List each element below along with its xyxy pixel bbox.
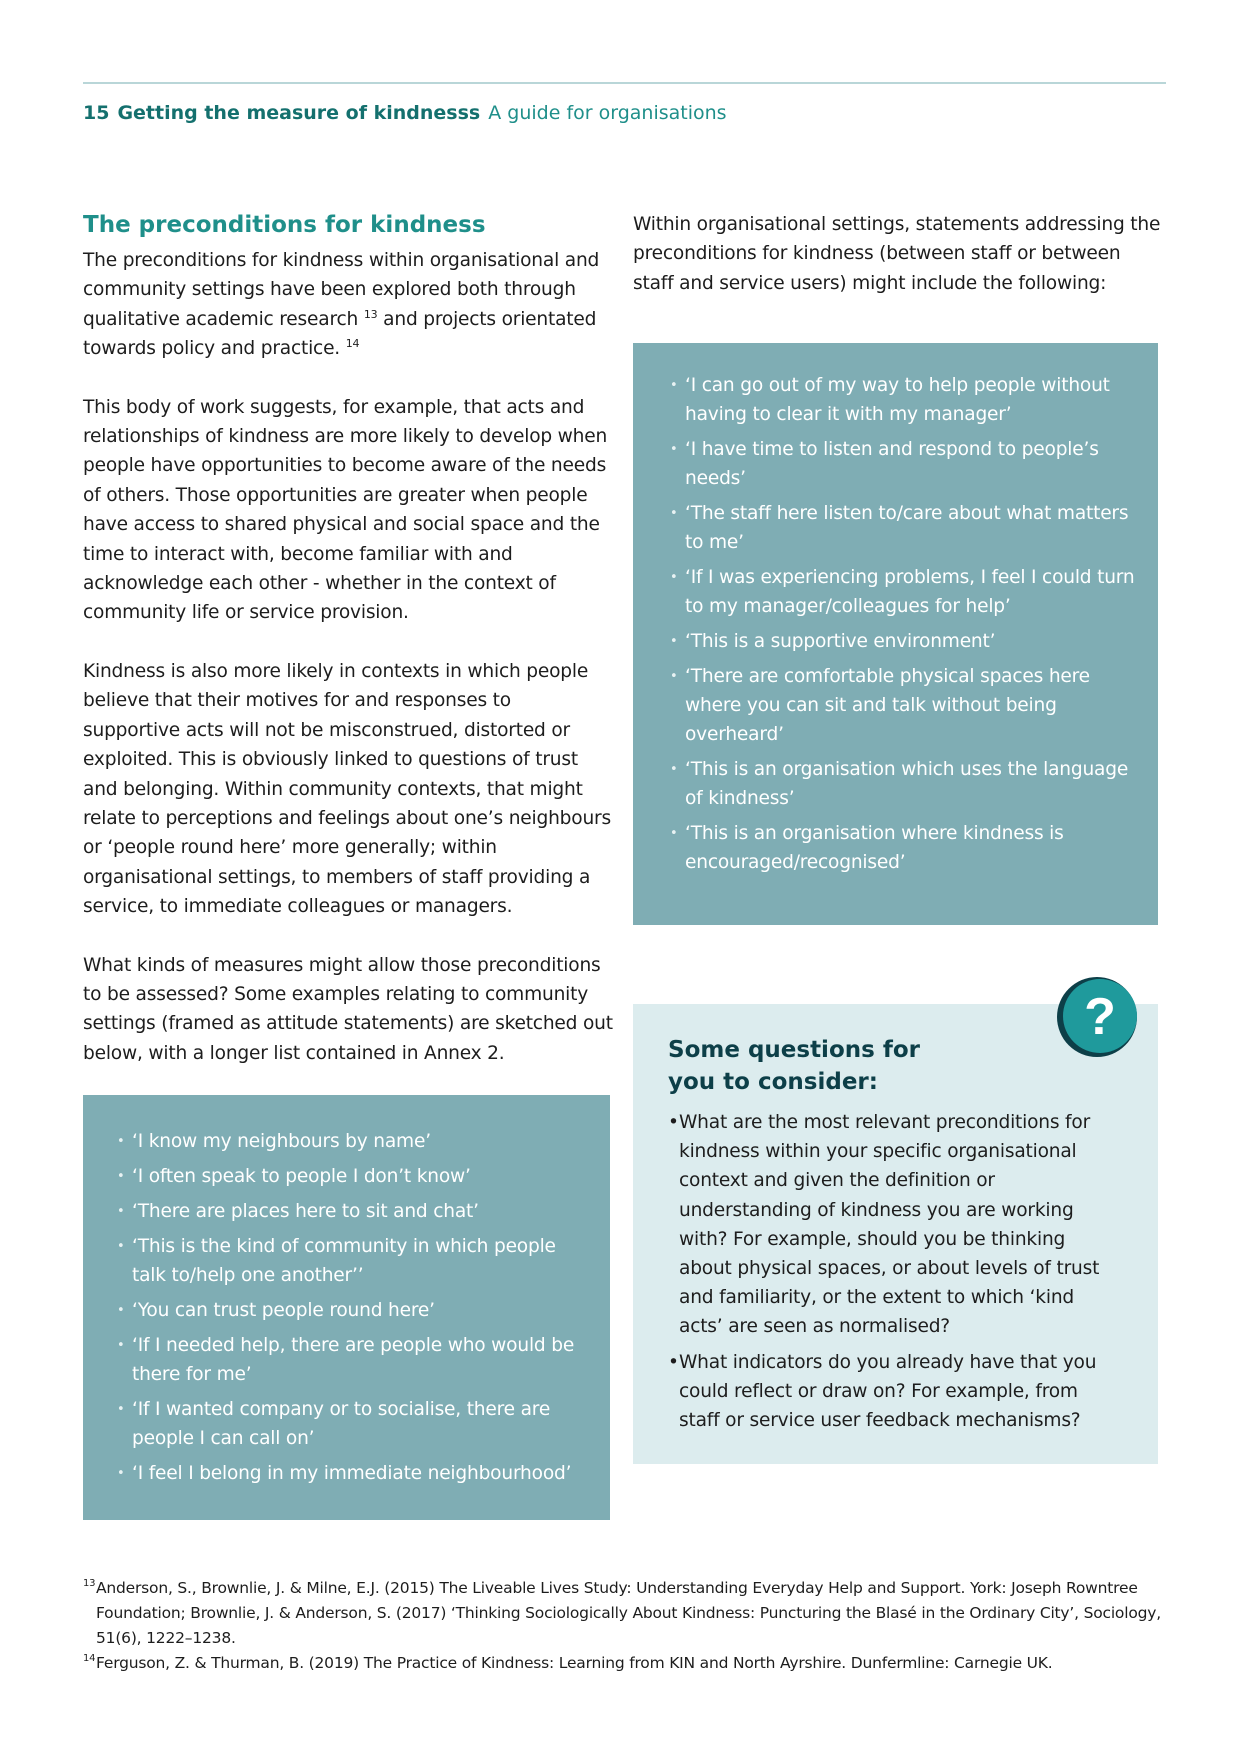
questions-heading: Some questions for you to consider: bbox=[668, 1037, 920, 1095]
questions-box bbox=[633, 1004, 1158, 1464]
organisational-statements-list bbox=[670, 371, 1138, 877]
list-item: • ‘If I was experiencing problems, I feel I could turn to my manager/colleagues for help’ bbox=[670, 563, 1138, 621]
paragraph-body-3: What kinds of measures might allow those preconditions to be assessed? Some examples relating to community settings (framed as attitude statements) are sketched out below, with a longer list contained in Annex 2. bbox=[83, 954, 613, 1064]
list-item: • ‘This is a supportive environment’ bbox=[670, 627, 1138, 656]
section-heading: The preconditions for kindness bbox=[83, 212, 486, 238]
paragraph-intro bbox=[83, 246, 613, 364]
page-header bbox=[83, 102, 727, 124]
page-number: 15 bbox=[83, 102, 110, 124]
organisational-statements-box bbox=[633, 343, 1158, 925]
list-item: • ‘I often speak to people I don’t know’ bbox=[117, 1162, 590, 1191]
list-item: • ‘There are comfortable physical spaces here where you can sit and talk without being overheard’ bbox=[670, 662, 1138, 749]
document-title: Getting the measure of kindnesss bbox=[117, 102, 481, 124]
community-statements-list bbox=[117, 1127, 590, 1488]
list-item: • What are the most relevant preconditions for kindness within your specific organisational context and given the definition or understanding of kindness you are working with? For example, should you be thinking about physical spaces, or about levels of trust and familiarity, or the extent to which ‘kind acts’ are seen as normalised? bbox=[668, 1108, 1122, 1342]
list-item: • ‘This is an organisation where kindness is encouraged/recognised’ bbox=[670, 819, 1138, 877]
list-item: • ‘If I needed help, there are people who would be there for me’ bbox=[117, 1331, 590, 1389]
right-column-intro: Within organisational settings, statements addressing the preconditions for kindness (between staff or between staff and service users) might include the following: bbox=[633, 214, 1161, 294]
footnote-text: Ferguson, Z. & Thurman, B. (2019) The Practice of Kindness: Learning from KIN and North Ayrshire. Dunfermline: Carnegie UK. bbox=[96, 1654, 1053, 1672]
question-mark-icon bbox=[1051, 973, 1139, 1061]
list-item: • ‘The staff here listen to/care about what matters to me’ bbox=[670, 499, 1138, 557]
footnote-text: Anderson, S., Brownlie, J. & Milne, E.J. (2015) The Liveable Lives Study: Understanding Everyday Help and Support. York: Joseph Rowntree Foundation; Brownlie, J. & Anderson, S. (2017) ‘Thinking Sociologically About Kindness: Puncturing the Blasé in the Ordinary City’, Sociology, 51(6), 1222–1238. bbox=[96, 1579, 1161, 1647]
list-item: • ‘This is the kind of community in which people talk to/help one another’’ bbox=[117, 1232, 590, 1290]
footnotes bbox=[83, 1576, 1173, 1676]
footnote-13 bbox=[83, 1576, 1173, 1651]
left-column bbox=[83, 210, 613, 1097]
list-item: • ‘I can go out of my way to help people without having to clear it with my manager’ bbox=[670, 371, 1138, 429]
footnote-14 bbox=[83, 1651, 1173, 1676]
paragraph-intro-text: The preconditions for kindness within organisational and community settings have been explored both through qualitative academic research bbox=[83, 250, 600, 330]
list-item: • ‘I feel I belong in my immediate neighbourhood’ bbox=[117, 1459, 590, 1488]
list-item: • ‘I know my neighbours by name’ bbox=[117, 1127, 590, 1156]
footnote-mark: 14 bbox=[83, 1653, 96, 1664]
footnote-ref-13[interactable]: 13 bbox=[363, 307, 378, 321]
question-mark-glyph: ? bbox=[1084, 988, 1116, 1046]
community-statements-box bbox=[83, 1095, 610, 1520]
list-item: • ‘You can trust people round here’ bbox=[117, 1296, 590, 1325]
footnote-mark: 13 bbox=[83, 1578, 96, 1589]
list-item: • ‘There are places here to sit and chat’ bbox=[117, 1197, 590, 1226]
list-item: • ‘This is an organisation which uses the language of kindness’ bbox=[670, 755, 1138, 813]
footnote-ref-14[interactable]: 14 bbox=[345, 337, 360, 351]
header-rule bbox=[83, 82, 1166, 84]
list-item: • ‘I have time to listen and respond to people’s needs’ bbox=[670, 435, 1138, 493]
document-subtitle: A guide for organisations bbox=[488, 102, 727, 124]
questions-list bbox=[668, 1108, 1122, 1435]
list-item: • What indicators do you already have that you could reflect or draw on? For example, from staff or service user feedback mechanisms? bbox=[668, 1348, 1122, 1436]
paragraph-body-1: This body of work suggests, for example, that acts and relationships of kindness are more likely to develop when people have opportunities to become aware of the needs of others. Those opportunities are greater when people have access to shared physical and social space and the time to interact with, become familiar with and acknowledge each other - whether in the context of community life or service provision. bbox=[83, 396, 608, 624]
paragraph-body-2: Kindness is also more likely in contexts in which people believe that their motives for and responses to supportive acts will not be misconstrued, distorted or exploited. This is obviously linked to questions of trust and belonging. Within community contexts, that might relate to perceptions and feelings about one’s neighbours or ‘people round here’ more generally; within organisational settings, to members of staff providing a service, to immediate colleagues or managers. bbox=[83, 660, 611, 918]
list-item: • ‘If I wanted company or to socialise, there are people I can call on’ bbox=[117, 1395, 590, 1453]
paragraph-intro-text-2: and projects orientated towards policy and practice. bbox=[83, 308, 597, 360]
